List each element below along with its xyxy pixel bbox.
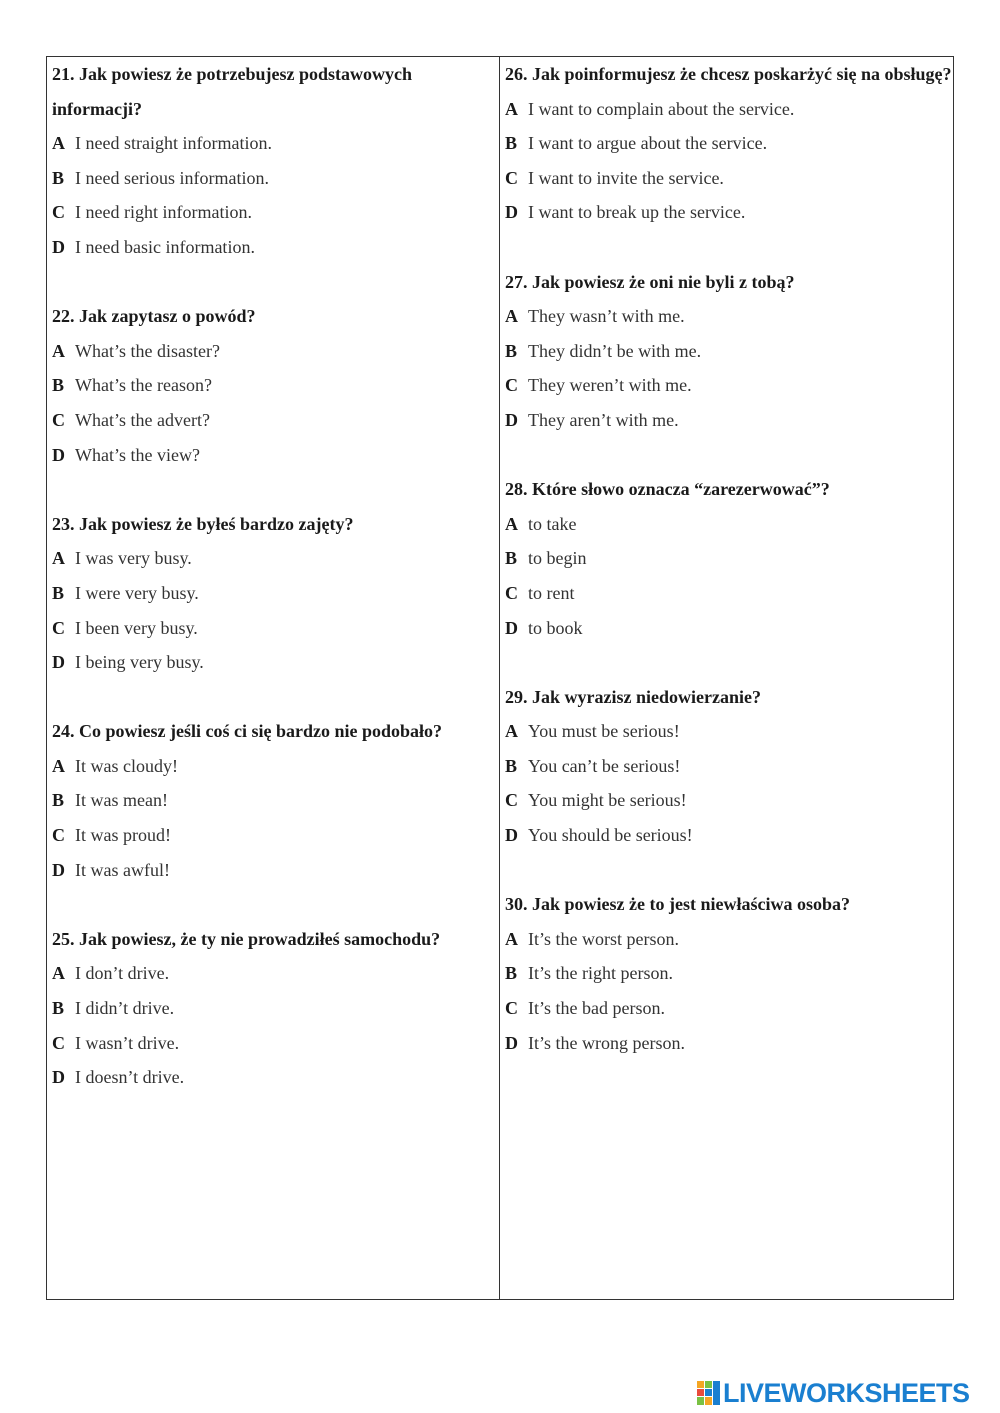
answer-option[interactable]: [52, 403, 499, 438]
question-title: 24. Co powiesz jeśli coś ci się bardzo nie podobało?: [52, 721, 442, 742]
option-letter: C: [52, 617, 65, 638]
question-block: [52, 507, 499, 715]
answer-option[interactable]: [505, 956, 953, 991]
option-text: I was very busy.: [75, 548, 192, 569]
option-text: It was mean!: [75, 790, 168, 811]
question-title: 29. Jak wyrazisz niedowierzanie?: [505, 686, 761, 707]
answer-option[interactable]: [52, 161, 499, 196]
answer-option[interactable]: [505, 334, 953, 369]
option-letter: B: [52, 167, 65, 188]
spacer: [505, 645, 953, 680]
option-text: I need basic information.: [75, 236, 255, 257]
answer-option[interactable]: [505, 195, 953, 230]
spacer: [52, 265, 499, 300]
option-text: I being very busy.: [75, 652, 204, 673]
option-letter: D: [505, 617, 518, 638]
answer-option[interactable]: [52, 853, 499, 888]
option-letter: A: [52, 133, 65, 154]
option-text: What’s the disaster?: [75, 340, 220, 361]
option-text: I didn’t drive.: [75, 998, 175, 1019]
question-title: 30. Jak powiesz że to jest niewłaściwa osoba?: [505, 894, 850, 915]
option-text: to take: [528, 513, 577, 534]
option-text: You must be serious!: [528, 721, 680, 742]
option-letter: A: [52, 548, 65, 569]
answer-option[interactable]: [52, 541, 499, 576]
option-text: to begin: [528, 548, 587, 569]
left-column: [47, 57, 500, 1299]
option-text: What’s the reason?: [75, 375, 212, 396]
spacer: [505, 438, 953, 473]
option-text: I need right information.: [75, 202, 252, 223]
answer-option[interactable]: [52, 1026, 499, 1061]
option-letter: A: [505, 928, 518, 949]
spacer: [52, 472, 499, 507]
question-block: [505, 887, 953, 1060]
answer-option[interactable]: [505, 576, 953, 611]
option-text: It’s the wrong person.: [528, 1032, 685, 1053]
option-letter: A: [52, 755, 65, 776]
option-text: You can’t be serious!: [528, 755, 681, 776]
option-letter: D: [52, 444, 65, 465]
option-text: What’s the view?: [75, 444, 200, 465]
worksheet-table: [46, 56, 954, 1300]
answer-option[interactable]: [505, 783, 953, 818]
question-block: [505, 680, 953, 888]
option-text: I been very busy.: [75, 617, 198, 638]
answer-option[interactable]: [505, 991, 953, 1026]
option-letter: A: [505, 98, 518, 119]
option-text: I were very busy.: [75, 582, 199, 603]
option-text: I don’t drive.: [75, 963, 170, 984]
option-letter: A: [505, 513, 518, 534]
spacer: [505, 230, 953, 265]
option-letter: C: [52, 202, 65, 223]
option-text: You might be serious!: [528, 790, 687, 811]
answer-option[interactable]: [505, 922, 953, 957]
answer-option[interactable]: [505, 403, 953, 438]
spacer: [52, 887, 499, 922]
option-letter: C: [505, 582, 518, 603]
option-letter: B: [52, 998, 65, 1019]
answer-option[interactable]: [52, 1060, 499, 1095]
answer-option[interactable]: [52, 438, 499, 473]
question-block: [52, 299, 499, 507]
answer-option[interactable]: [52, 368, 499, 403]
question-title: 22. Jak zapytasz o powód?: [52, 306, 256, 327]
option-text: They didn’t be with me.: [528, 340, 702, 361]
answer-option[interactable]: [52, 818, 499, 853]
brand-text: LIVEWORKSHEETS: [723, 1378, 970, 1408]
spacer: [505, 853, 953, 888]
option-letter: C: [505, 167, 518, 188]
option-text: to rent: [528, 582, 575, 603]
option-letter: C: [505, 375, 518, 396]
answer-option[interactable]: [52, 334, 499, 369]
option-letter: D: [52, 859, 65, 880]
option-text: They wasn’t with me.: [528, 306, 685, 327]
answer-option[interactable]: [505, 714, 953, 749]
option-text: You should be serious!: [528, 825, 693, 846]
question-block: [505, 57, 953, 265]
option-text: I want to break up the service.: [528, 202, 746, 223]
option-letter: B: [505, 133, 518, 154]
option-text: I want to complain about the service.: [528, 98, 795, 119]
option-text: I want to invite the service.: [528, 167, 724, 188]
question-title: 23. Jak powiesz że byłeś bardzo zajęty?: [52, 513, 354, 534]
option-letter: A: [505, 306, 518, 327]
option-text: They aren’t with me.: [528, 409, 679, 430]
answer-option[interactable]: [52, 783, 499, 818]
option-letter: D: [52, 652, 65, 673]
answer-option[interactable]: [505, 749, 953, 784]
liveworksheets-brand[interactable]: [697, 1378, 970, 1408]
option-letter: A: [505, 721, 518, 742]
option-letter: C: [52, 825, 65, 846]
option-letter: B: [52, 582, 65, 603]
option-text: It was proud!: [75, 825, 171, 846]
option-letter: D: [505, 409, 518, 430]
question-title: 25. Jak powiesz, że ty nie prowadziłeś samochodu?: [52, 928, 441, 949]
option-letter: B: [505, 755, 518, 776]
option-letter: B: [52, 790, 65, 811]
option-letter: B: [505, 548, 518, 569]
answer-option[interactable]: [505, 126, 953, 161]
answer-option[interactable]: [52, 991, 499, 1026]
question-title: 26. Jak poinformujesz że chcesz poskarżyć się na obsługę?: [505, 64, 952, 84]
right-column: [500, 57, 953, 1299]
answer-option[interactable]: [52, 576, 499, 611]
option-text: I wasn’t drive.: [75, 1032, 180, 1053]
question-block: [52, 922, 499, 1095]
option-text: I need serious information.: [75, 167, 269, 188]
answer-option[interactable]: [52, 230, 499, 265]
option-text: It’s the bad person.: [528, 998, 665, 1019]
answer-option[interactable]: [52, 956, 499, 991]
option-text: I need straight information.: [75, 133, 272, 154]
question-title: 28. Które słowo oznacza “zarezerwować”?: [505, 479, 830, 500]
answer-option[interactable]: [505, 161, 953, 196]
option-text: It was awful!: [75, 859, 170, 880]
liveworksheets-logo-icon: [697, 1380, 721, 1406]
answer-option[interactable]: [52, 749, 499, 784]
question-block: [505, 265, 953, 473]
answer-option[interactable]: [52, 611, 499, 646]
option-letter: A: [52, 963, 65, 984]
option-text: It was cloudy!: [75, 755, 178, 776]
option-text: They weren’t with me.: [528, 375, 692, 396]
question-block: [52, 57, 499, 299]
answer-option[interactable]: [505, 1026, 953, 1061]
option-letter: B: [52, 375, 65, 396]
answer-option[interactable]: [505, 611, 953, 646]
option-text: I want to argue about the service.: [528, 133, 768, 154]
option-text: What’s the advert?: [75, 409, 210, 430]
option-letter: D: [505, 202, 518, 223]
answer-option[interactable]: [505, 541, 953, 576]
question-block: [52, 714, 499, 922]
answer-option[interactable]: [52, 195, 499, 230]
option-letter: D: [52, 236, 65, 257]
answer-option[interactable]: [52, 126, 499, 161]
option-text: I doesn’t drive.: [75, 1067, 185, 1088]
option-text: It’s the right person.: [528, 963, 673, 984]
answer-option[interactable]: [505, 368, 953, 403]
option-letter: B: [505, 340, 518, 361]
answer-option[interactable]: [505, 299, 953, 334]
answer-option[interactable]: [505, 818, 953, 853]
spacer: [52, 680, 499, 715]
option-letter: C: [52, 1032, 65, 1053]
option-text: to book: [528, 617, 583, 638]
answer-option[interactable]: [52, 645, 499, 680]
option-letter: B: [505, 963, 518, 984]
answer-option[interactable]: [505, 507, 953, 542]
option-letter: D: [505, 1032, 518, 1053]
option-letter: C: [52, 409, 65, 430]
question-block: [505, 472, 953, 680]
question-title: 21. Jak powiesz że potrzebujesz podstawowych informacji?: [52, 64, 412, 119]
option-letter: C: [505, 790, 518, 811]
option-text: It’s the worst person.: [528, 928, 679, 949]
option-letter: A: [52, 340, 65, 361]
option-letter: D: [505, 825, 518, 846]
answer-option[interactable]: [505, 92, 953, 127]
option-letter: C: [505, 998, 518, 1019]
option-letter: D: [52, 1067, 65, 1088]
question-title: 27. Jak powiesz że oni nie byli z tobą?: [505, 271, 795, 292]
